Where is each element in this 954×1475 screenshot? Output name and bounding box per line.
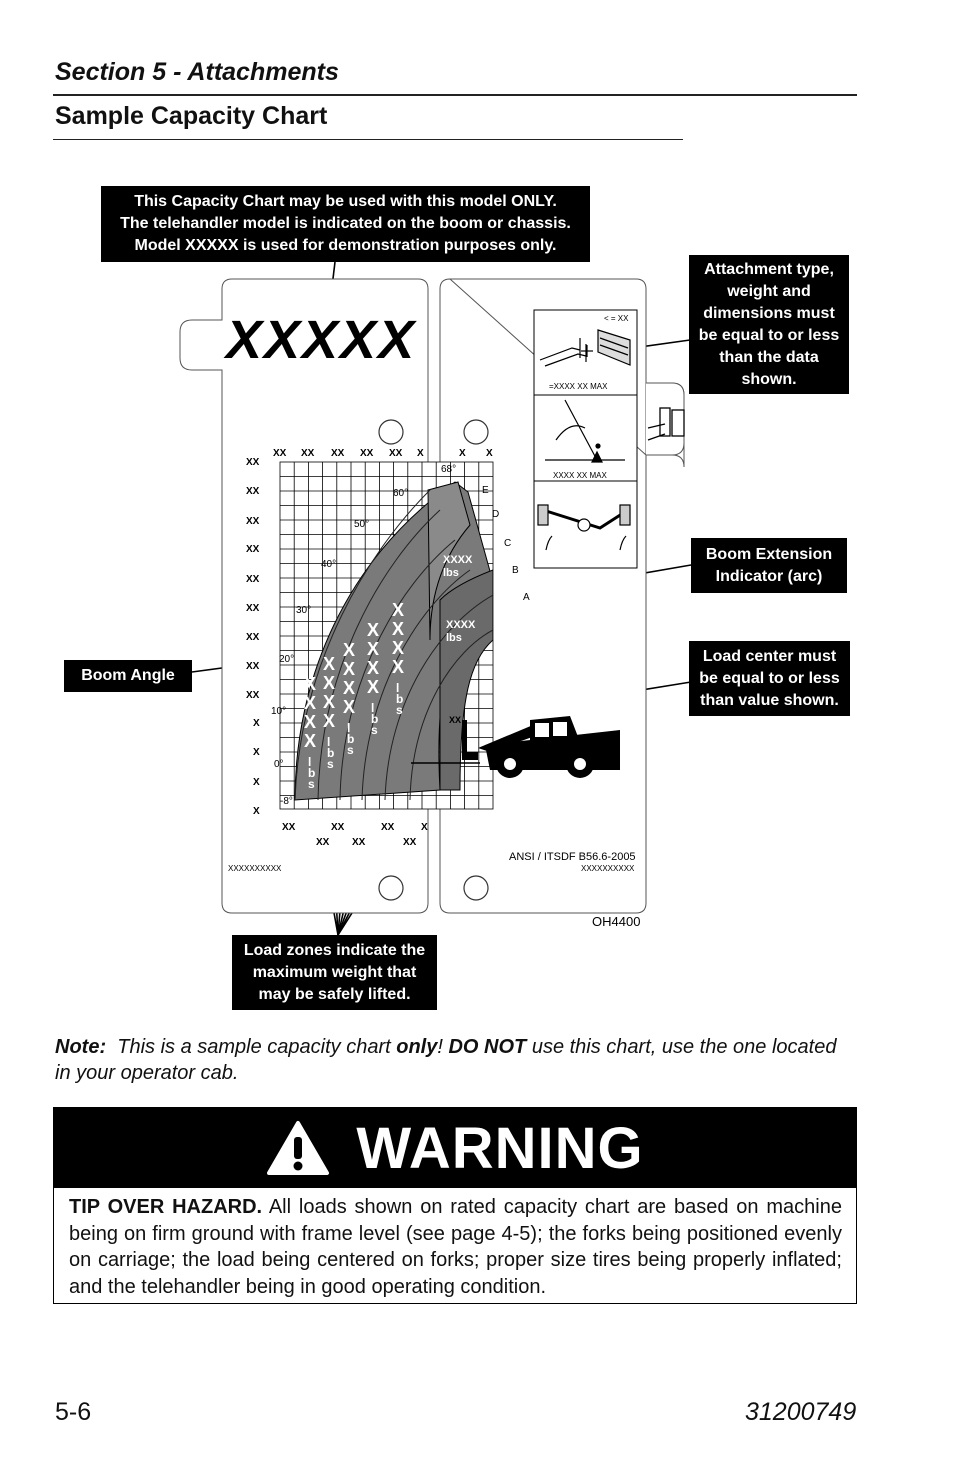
- zone-column-letter: X: [392, 600, 405, 620]
- left-tick-label: XX: [246, 486, 260, 497]
- zone-column-unit: s: [347, 743, 354, 757]
- left-tick-label: XX: [246, 661, 260, 672]
- zone-column-unit: s: [308, 777, 315, 791]
- left-tick-label: XX: [246, 457, 260, 468]
- left-tick-label: X: [253, 806, 260, 817]
- extension-letter: B: [512, 565, 519, 576]
- page-subtitle: Sample Capacity Chart: [55, 102, 328, 130]
- zone-column-letter: X: [367, 620, 380, 640]
- zone-column-letter: X: [392, 657, 405, 677]
- zone-column-letter: X: [304, 731, 317, 751]
- zone-column-letter: X: [343, 697, 356, 717]
- top-tick-label: X: [459, 448, 466, 459]
- left-tick-label: X: [253, 747, 260, 758]
- zone-column-unit: b: [396, 692, 404, 706]
- document-number: 31200749: [745, 1398, 857, 1426]
- header-rule: [53, 94, 857, 96]
- top-tick-label: XX: [389, 448, 403, 459]
- zone-column-letter: X: [323, 692, 336, 712]
- callout-model-only: This Capacity Chart may be used with this model ONLY. The telehandler model is indicated on the boom or chassis. Model XXXXX is used for demonstration purposes only.: [101, 186, 590, 262]
- load-center-value: XX: [449, 715, 462, 725]
- zone-column-letter: X: [367, 677, 380, 697]
- left-tick-label: XX: [246, 516, 260, 527]
- extension-letter: E: [482, 485, 489, 496]
- bottom-tick-label: XX: [403, 837, 417, 848]
- zone-unit-2: lbs: [446, 632, 462, 644]
- callout-boom-angle: Boom Angle: [64, 660, 192, 692]
- zone-column-unit: l: [327, 735, 331, 749]
- boom-angle-label: 10°: [271, 706, 287, 717]
- serial-left: XXXXXXXXXX: [228, 864, 282, 873]
- zone-column-unit: l: [371, 701, 375, 715]
- left-tick-label: X: [253, 718, 260, 729]
- bottom-tick-label: XX: [316, 837, 330, 848]
- zone-column-letter: X: [367, 639, 380, 659]
- model-label: XXXXX: [226, 310, 417, 370]
- warning-box: [53, 1107, 857, 1304]
- boom-angle-label: 20°: [279, 654, 295, 665]
- note-paragraph: Note: This is a sample capacity chart only! DO NOT use this chart, use the one located in your operator cab.: [55, 1036, 837, 1084]
- warning-triangle-icon: [266, 1120, 330, 1176]
- zone-column-unit: b: [327, 746, 335, 760]
- serial-right: XXXXXXXXXX: [581, 864, 635, 873]
- zone-column-letter: X: [323, 654, 336, 674]
- boom-angle-label: 68°: [441, 464, 457, 475]
- callout-load-zones: Load zones indicate the maximum weight that may be safely lifted.: [232, 935, 437, 1010]
- zone-column-letter: X: [323, 673, 336, 693]
- bottom-tick-label: XX: [352, 837, 366, 848]
- zone-column-letter: X: [304, 712, 317, 732]
- attachment-small-text: < = XX: [604, 314, 629, 323]
- subtitle-rule: [53, 139, 683, 140]
- zone-column-letter: X: [343, 659, 356, 679]
- zone-column-unit: l: [308, 755, 312, 769]
- zone-column-letter: X: [304, 693, 317, 713]
- page-number: 5-6: [55, 1398, 92, 1426]
- extension-letter: A: [523, 592, 530, 603]
- zone-value-2: XXXX: [446, 619, 476, 631]
- zone-column-unit: l: [347, 721, 351, 735]
- zone-column-letter: X: [343, 640, 356, 660]
- top-tick-label: XX: [360, 448, 374, 459]
- angle-max-text: XXXX XX MAX: [553, 471, 607, 480]
- warning-title: WARNING: [356, 1115, 644, 1181]
- zone-column-unit: l: [396, 681, 400, 695]
- zone-column-letter: X: [304, 674, 317, 694]
- zone-column-letter: X: [367, 658, 380, 678]
- callout-attachment: Attachment type, weight and dimensions must be equal to or less than the data shown.: [689, 255, 849, 394]
- extension-letter: C: [504, 538, 512, 549]
- zone-column-letter: X: [392, 638, 405, 658]
- top-tick-label: XX: [273, 448, 287, 459]
- top-tick-label: XX: [301, 448, 315, 459]
- callout-boom-extension: Boom Extension Indicator (arc): [691, 538, 847, 593]
- zone-column-letter: X: [343, 678, 356, 698]
- boom-angle-label: 60°: [393, 488, 409, 499]
- bottom-tick-label: XX: [381, 822, 395, 833]
- zone-column-letter: X: [323, 711, 336, 731]
- standard-label: ANSI / ITSDF B56.6-2005: [509, 851, 636, 863]
- left-tick-label: XX: [246, 632, 260, 643]
- zone-column-unit: b: [308, 766, 316, 780]
- left-tick-label: X: [253, 777, 260, 788]
- warning-header: [54, 1108, 856, 1188]
- zone-unit-1: lbs: [443, 567, 459, 579]
- bottom-tick-label: X: [421, 822, 428, 833]
- zone-column-letter: X: [392, 619, 405, 639]
- boom-angle-label: 30°: [296, 605, 312, 616]
- top-tick-label: XX: [331, 448, 345, 459]
- zone-column-unit: b: [371, 712, 379, 726]
- section-title: Section 5 - Attachments: [55, 58, 339, 86]
- top-tick-label: X: [417, 448, 424, 459]
- bottom-tick-label: XX: [282, 822, 296, 833]
- note-label: Note:: [55, 1036, 107, 1058]
- warning-body: TIP OVER HAZARD. All loads shown on rated capacity chart are based on machine being on firm ground with frame level (see page 4-5); the forks being positioned evenly on carriage; the load being centered on forks; proper size tires being properly inflated; and the telehandler being in good operating condition.: [69, 1196, 842, 1298]
- zone-column-unit: s: [371, 723, 378, 737]
- bottom-tick-label: XX: [331, 822, 345, 833]
- attachment-max-text: =XXXX XX MAX: [549, 382, 608, 391]
- warning-lead: TIP OVER HAZARD.: [69, 1196, 263, 1218]
- zone-column-unit: s: [396, 703, 403, 717]
- boom-angle-label: -8°: [280, 796, 293, 807]
- boom-angle-label: 50°: [354, 519, 370, 530]
- zone-value-1: XXXX: [443, 554, 473, 566]
- zone-column-unit: s: [327, 757, 334, 771]
- zone-column-unit: b: [347, 732, 355, 746]
- boom-angle-label: 40°: [321, 559, 337, 570]
- left-tick-label: XX: [246, 690, 260, 701]
- left-tick-label: XX: [246, 544, 260, 555]
- extension-letter: D: [492, 509, 500, 520]
- top-tick-label: X: [486, 448, 493, 459]
- left-tick-label: XX: [246, 603, 260, 614]
- callout-load-center: Load center must be equal to or less than value shown.: [689, 641, 850, 716]
- left-tick-label: XX: [246, 574, 260, 585]
- figure-code: OH4400: [592, 914, 641, 929]
- boom-angle-label: 0°: [274, 759, 284, 770]
